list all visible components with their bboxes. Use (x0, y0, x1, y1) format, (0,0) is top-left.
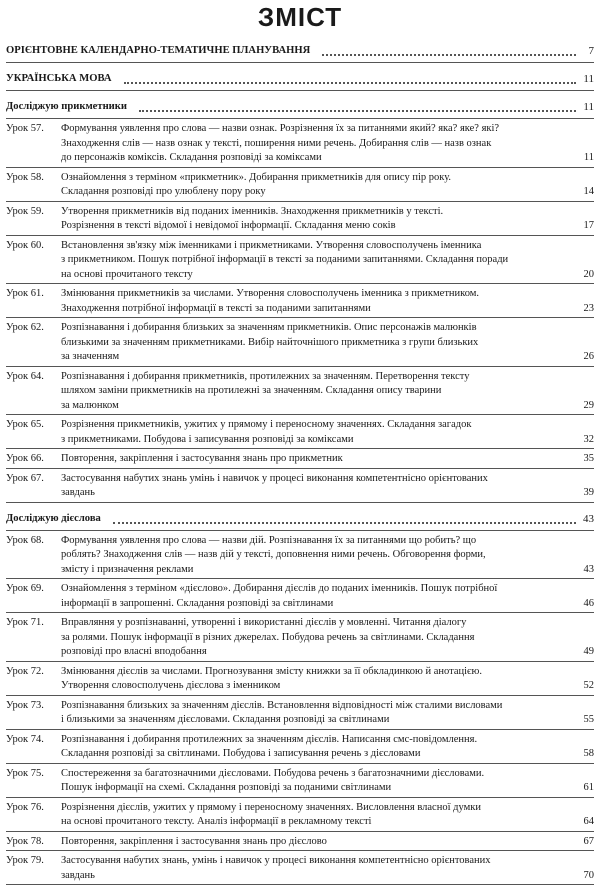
lesson-description (61, 534, 574, 578)
lesson-number: Урок 57. (6, 123, 44, 134)
lesson-number: Урок 79. (6, 855, 44, 866)
section-title: ОРІЄНТОВНЕ КАЛЕНДАРНО-ТЕМАТИЧНЕ ПЛАНУВАННЯ (6, 45, 311, 56)
lesson-line: Формування уявлення про слова — назви дій. Розпізнавання їх за питаннями що робить? що (61, 534, 477, 546)
toc-lesson[interactable] (6, 202, 594, 236)
page-number: 70 (583, 869, 594, 881)
toc-lesson[interactable] (6, 798, 594, 832)
page-title: ЗМІСТ (257, 2, 343, 32)
lesson-description (61, 452, 574, 467)
dot-leader (322, 54, 576, 56)
lesson-description (61, 418, 574, 447)
lesson-line: Розпізнавання і добирання протилежних за значенням дієслів. Написання смс-повідомлення. (61, 733, 478, 745)
lesson-line: завдань (61, 487, 95, 498)
page-number: 11 (583, 152, 594, 163)
lesson-description (61, 733, 574, 762)
lesson-description (61, 835, 574, 850)
lesson-line: за ролями. Пошук інформації в різних джерелах. Побудова речень за світлинами. Складання (61, 631, 475, 643)
lesson-description (61, 616, 574, 660)
lesson-number: Урок 64. (6, 370, 44, 382)
toc-lesson[interactable] (6, 367, 594, 416)
lesson-line: Застосування набутих знань умінь і навичок у процесі виконання компетентнісно орієнтованих (61, 472, 488, 484)
lesson-number: Урок 59. (6, 205, 44, 217)
lesson-line: Вправляння у розпізнаванні, утворенні і використанні дієслів у мовленні. Читання діалогу (61, 617, 467, 628)
lesson-line: Формування уявлення про слова — назви ознак. Розрізнення їх за питаннями який? яка? яке? які? (61, 123, 500, 134)
page-number: 52 (583, 680, 594, 691)
lesson-number: Урок 75. (6, 767, 44, 779)
section-title: Досліджую прикметники (6, 101, 127, 112)
page-number: 64 (583, 816, 594, 827)
page-number: 39 (583, 487, 594, 498)
lesson-line: Встановлення зв'язку між іменниками і прикметниками. Утворення словосполучень іменника (61, 239, 482, 251)
lesson-line: Спостереження за багатозначними дієсловами. Побудова речень з багатозначними дієсловами. (61, 767, 485, 779)
lesson-line: Застосування набутих знань, умінь і навичок у процесі виконання компетентнісно орієнтованих (61, 855, 491, 866)
lesson-line: близькими за значенням прикметниками. Вибір найточнішого прикметника з групи близьких (61, 336, 479, 348)
page-number: 43 (583, 563, 594, 575)
lesson-line: до персонажів коміксів. Складання розповіді за коміксами (61, 152, 322, 163)
lesson-line: Ознайомлення з терміном «прикметник». Добирання прикметників для опису пір року. (61, 171, 452, 183)
lesson-number: Урок 61. (6, 288, 44, 299)
lesson-line: Знаходження слів — назв ознак у тексті, поширення ними речень. Добирання слів — назв ознак (61, 137, 492, 149)
lesson-description (61, 801, 574, 830)
dot-leader (124, 82, 576, 84)
page-number: 11 (583, 73, 594, 85)
lesson-description (61, 122, 574, 166)
lesson-line: Утворення словосполучень дієслова з іменником (61, 680, 281, 691)
section-title: Досліджую дієслова (6, 512, 101, 524)
toc-section[interactable] (6, 38, 594, 63)
lesson-line: з прикметником. Пошук потрібної інформації в тексті за поданими запитаннями. Складання поради (61, 254, 509, 265)
lesson-line: за малюнком (61, 399, 119, 411)
toc-section[interactable] (6, 66, 594, 91)
toc-lesson[interactable] (6, 764, 594, 798)
toc-section[interactable] (6, 506, 594, 531)
toc-lesson[interactable] (6, 119, 594, 168)
lesson-line: Розрізнення в тексті відомої і невідомої інформації. Складання меню соків (61, 220, 396, 231)
page-number: 43 (583, 512, 594, 525)
lesson-number: Урок 71. (6, 617, 44, 628)
page-number: 7 (588, 45, 594, 57)
lesson-description (61, 239, 574, 283)
lesson-number: Урок 58. (6, 171, 44, 183)
lesson-line: Розрізнення дієслів, ужитих у прямому і переносному значеннях. Висловлення власної думки (61, 801, 481, 813)
lesson-number: Урок 78. (6, 835, 44, 847)
page-number: 46 (583, 597, 594, 609)
toc-lesson[interactable] (6, 531, 594, 580)
toc-lesson[interactable] (6, 284, 594, 318)
table-of-contents (6, 38, 594, 885)
page-number: 58 (583, 748, 594, 759)
dot-leader (139, 110, 576, 112)
lesson-line: Пошук інформації на схемі. Складання розповіді за поданими світлинами (61, 782, 392, 793)
lesson-number: Урок 68. (6, 534, 44, 546)
toc-lesson[interactable] (6, 696, 594, 730)
lesson-description (61, 665, 574, 694)
page-number: 49 (583, 646, 594, 657)
page-number: 29 (583, 399, 594, 411)
toc-lesson[interactable] (6, 236, 594, 285)
page-number: 11 (583, 101, 594, 113)
lesson-line: Повторення, закріплення і застосування знань про прикметник (61, 453, 343, 464)
lesson-line: Розпізнавання і добирання прикметників, протилежних за значенням. Перетворення тексту (61, 370, 470, 382)
lesson-number: Урок 72. (6, 665, 44, 677)
lesson-line: Утворення прикметників від поданих іменників. Знаходження прикметників у тексті. (61, 205, 444, 217)
lesson-line: розповіді про власні вподобання (61, 646, 207, 657)
toc-lesson[interactable] (6, 469, 594, 503)
lesson-number: Урок 74. (6, 733, 44, 745)
lesson-line: роблять? Знаходження слів — назв дій у тексті, доповнення ними речень. Обговорення форми, (61, 549, 486, 560)
section-title: УКРАЇНСЬКА МОВА (6, 73, 112, 84)
lesson-description (61, 321, 574, 365)
lesson-description (61, 370, 574, 414)
page-number: 67 (583, 835, 594, 847)
lesson-description (61, 582, 574, 611)
toc-lesson[interactable] (6, 579, 594, 613)
lesson-description (61, 854, 574, 883)
lesson-number: Урок 66. (6, 453, 44, 464)
lesson-line: Змінювання прикметників за числами. Утворення словосполучень іменника з прикметником. (61, 288, 480, 299)
lesson-description (61, 171, 574, 200)
lesson-description (61, 472, 574, 501)
lesson-line: змісту і призначення реклами (61, 563, 194, 575)
page-number: 26 (583, 351, 594, 362)
lesson-line: Складання розповіді за світлинами. Побудова і записування речень з дієсловами (61, 748, 421, 759)
page-number: 61 (583, 782, 594, 793)
lesson-description (61, 699, 574, 728)
lesson-number: Урок 65. (6, 419, 44, 430)
dot-leader (113, 522, 576, 524)
lesson-line: Ознайомлення з терміном «дієслово». Добирання дієслів до поданих іменників. Пошук потрібної (61, 583, 498, 594)
lesson-line: Розрізнення прикметників, ужитих у прямому і переносному значеннях. Складання загадок (61, 419, 472, 430)
lesson-line: Складання розповіді про улюблену пору року (61, 186, 266, 197)
lesson-number: Урок 67. (6, 472, 44, 484)
lesson-number: Урок 76. (6, 801, 44, 813)
lesson-number: Урок 69. (6, 583, 44, 594)
lesson-number: Урок 73. (6, 699, 44, 711)
lesson-description (61, 767, 574, 796)
toc-lesson[interactable] (6, 415, 594, 449)
lesson-line: Повторення, закріплення і застосування знань про дієслово (61, 835, 327, 847)
lesson-line: з прикметниками. Побудова і записування розповіді за коміксами (61, 433, 354, 445)
lesson-line: і близькими за значенням дієсловами. Складання розповіді за світлинами (61, 714, 390, 725)
toc-section[interactable] (6, 94, 594, 119)
lesson-line: інформації в запрошенні. Складання розповіді за світлинами (61, 597, 334, 609)
lesson-line: Розпізнавання близьких за значенням дієслів. Встановлення відповідності між сталими висловами (61, 699, 503, 711)
page-number: 35 (583, 453, 594, 464)
toc-lesson[interactable] (6, 318, 594, 367)
toc-lesson[interactable] (6, 832, 594, 852)
toc-lesson[interactable] (6, 168, 594, 202)
page-number: 20 (583, 268, 594, 280)
lesson-line: шляхом заміни прикметників на протилежні за значенням. Складання опису тварини (61, 385, 442, 396)
lesson-line: на основі прочитаного тексту. Аналіз інформації в рекламному тексті (61, 816, 372, 827)
toc-lesson[interactable] (6, 613, 594, 662)
lesson-description (61, 287, 574, 316)
lesson-line: за значенням (61, 351, 120, 362)
toc-lesson[interactable] (6, 662, 594, 696)
lesson-line: завдань (61, 869, 95, 881)
lesson-line: на основі прочитаного тексту (61, 268, 193, 280)
lesson-line: Знаходження потрібної інформації в тексті за поданими запитаннями (61, 302, 371, 314)
lesson-line: Змінювання дієслів за числами. Прогнозування змісту книжки за її обкладинкою й анотацією. (61, 665, 483, 677)
toc-lesson[interactable] (6, 851, 594, 885)
lesson-number: Урок 60. (6, 239, 44, 251)
page-number: 14 (583, 186, 594, 197)
page-number: 17 (583, 220, 594, 231)
lesson-line: Розпізнавання і добирання близьких за значенням прикметників. Опис персонажів малюнків (61, 322, 477, 333)
lesson-number: Урок 62. (6, 322, 44, 333)
toc-lesson[interactable] (6, 449, 594, 469)
page-number: 55 (583, 714, 594, 725)
page-number: 23 (583, 302, 594, 314)
page-number: 32 (583, 433, 594, 445)
toc-lesson[interactable] (6, 730, 594, 764)
lesson-description (61, 205, 574, 234)
